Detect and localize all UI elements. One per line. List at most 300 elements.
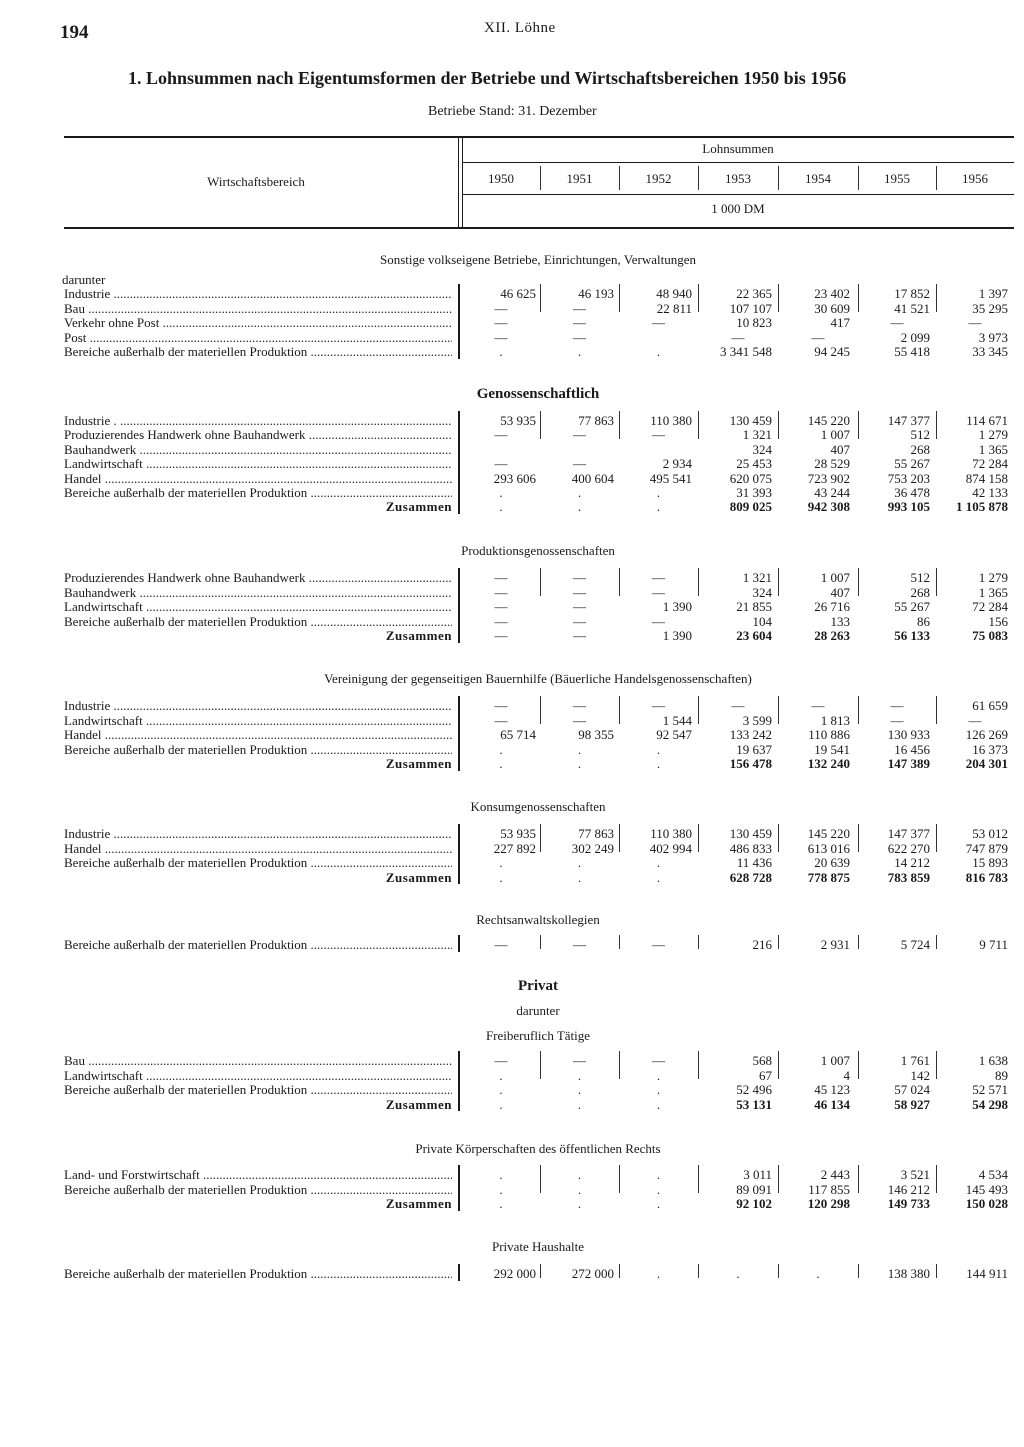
cell-1954: 1 813 [820,712,850,728]
cell-1952: . [656,1082,661,1097]
cell-1952: 48 940 [656,286,692,301]
table-row [64,456,1024,470]
cell-1950: — [494,427,508,443]
cell-1956: 42 133 [972,485,1008,500]
table-row [64,841,1024,855]
cell-1951: . [577,741,582,757]
row-label: Bereiche außerhalb der materiellen Produktion ..... [64,855,452,871]
cell-1951: . [577,869,582,885]
cell-1952: . [656,1167,661,1182]
cell-1955: 2 099 [900,329,930,345]
cell-1953: 92 102 [736,1196,772,1211]
row-label: Industrie ..... [64,826,452,842]
cell-1952: . [656,344,661,359]
table-row [64,485,1024,499]
cell-1955: 146 212 [887,1181,930,1197]
cell-1955: — [890,315,904,330]
cell-1953: 324 [752,441,772,457]
cell-1955: 1 761 [900,1053,930,1068]
cell-1953: 568 [752,1053,772,1068]
cell-1953: 25 453 [736,456,772,472]
cell-1952: — [652,570,665,585]
header-year-1951: 1951 [566,171,593,186]
cell-1955: 138 380 [887,1266,930,1281]
cell-1953: 67 [759,1067,772,1083]
row-label: Landwirtschaft ..... [64,713,452,729]
cell-1950: — [494,937,508,952]
cell-1951: — [573,698,586,713]
cell-1950: . [499,756,503,772]
cell-1950: 292 000 [493,1266,536,1281]
total-label: Zusammen [385,499,452,515]
cell-1951: . [577,855,582,870]
cell-1950: — [494,599,508,615]
cell-1956: 874 158 [965,470,1008,486]
row-label: Industrie ..... [64,698,452,714]
table-row [64,1053,1024,1067]
section-title: Private Körperschaften des öffentlichen Rechts [415,1141,661,1156]
cell-1954: 407 [830,441,850,457]
cell-1954: 778 875 [807,869,850,885]
cell-1954: 132 240 [807,756,850,772]
cell-1950: — [494,584,508,600]
cell-1955: 130 933 [887,727,930,743]
cell-1956: 204 301 [965,756,1008,772]
cell-1956: 89 [995,1067,1008,1083]
table-row [64,315,1024,329]
cell-1953: 21 855 [736,599,772,615]
cell-1951: . [577,756,582,772]
row-label: Landwirtschaft ..... [64,1068,452,1084]
cell-1955: 147 389 [887,756,930,772]
cell-1950: — [494,628,508,644]
table-row [64,585,1024,599]
cell-1952: 92 547 [656,727,692,743]
table-row [64,742,1024,756]
section-title: Rechtsanwaltskollegien [476,912,600,927]
cell-1954: 30 609 [814,300,850,316]
cell-1954: 94 245 [814,344,850,359]
cell-1953: 3 599 [742,712,772,728]
cell-1956: 1 105 878 [956,499,1008,515]
cell-1953: 133 242 [729,727,772,743]
row-label: Bauhandwerk ..... [64,585,452,601]
cell-1952: . [656,1096,661,1112]
cell-1952: . [656,869,661,885]
cell-1952: 110 380 [650,826,692,841]
row-label: Industrie ..... [64,286,452,302]
table-row [64,1182,1024,1196]
cell-1952: 2 934 [662,456,692,472]
cell-1950: . [499,1082,503,1097]
cell-1954: — [811,329,825,345]
row-label: Bauhandwerk ..... [64,442,452,458]
cell-1955: 753 203 [887,470,930,486]
cell-1951: — [573,456,586,472]
table-row [64,344,1024,358]
total-row [64,756,1024,770]
row-label: Post ..... [64,330,452,346]
table-row [64,471,1024,485]
section-title: Private Haushalte [491,1239,585,1254]
table-row [64,1167,1024,1181]
cell-1951: . [577,1181,582,1197]
cell-1951: 77 863 [578,826,614,841]
cell-1950: — [494,712,508,728]
table-row [64,727,1024,741]
cell-1954: 942 308 [807,499,850,515]
section-title: Genossenschaftlich [476,386,600,402]
table-row [64,1266,1024,1280]
cell-1953: 130 459 [729,413,772,428]
cell-1953: 89 091 [736,1181,772,1197]
cell-1955: 16 456 [894,741,930,757]
cell-1951: — [573,1053,586,1068]
cell-1954: . [816,1266,820,1281]
cell-1950: 65 714 [500,727,536,743]
cell-1955: 58 927 [894,1096,930,1112]
cell-1952: . [656,1196,661,1211]
header-divider-main [458,136,459,228]
cell-1956: — [968,315,982,330]
cell-1955: 622 270 [887,840,930,856]
total-row [64,1196,1024,1210]
row-label: Bau ..... [64,1053,452,1069]
cell-1950: — [494,456,508,472]
cell-1956: 52 571 [972,1082,1008,1097]
cell-1953: 19 637 [736,741,772,757]
cell-1951: . [577,1167,582,1182]
cell-1951: 400 604 [571,470,614,486]
cell-1954: 45 123 [814,1082,850,1097]
section-subtitle: Freiberuflich Tätige [485,1028,591,1043]
row-label: Bereiche außerhalb der materiellen Produktion ..... [64,742,452,758]
cell-1952: . [656,1067,661,1083]
row-label: Produzierendes Handwerk ohne Bauhandwerk ..... [64,570,452,586]
cell-1950: — [494,698,508,713]
cell-1950: — [494,613,508,629]
cell-1956: 1 365 [978,584,1008,600]
cell-1951: — [573,329,586,345]
cell-1950: . [499,741,503,757]
cell-1955: — [890,698,904,713]
row-label: Land- und Forstwirtschaft ..... [64,1167,452,1183]
cell-1955: 86 [917,613,930,629]
cell-1953: 11 436 [736,855,772,870]
cell-1956: 4 534 [978,1167,1008,1182]
cell-1953: 107 107 [729,300,772,316]
section-title: Sonstige volkseigene Betriebe, Einrichtungen, Verwaltungen [379,252,697,267]
cell-1954: 120 298 [807,1196,850,1211]
cell-1951: — [573,613,586,629]
cell-1953: 53 131 [736,1096,772,1112]
cell-1950: 46 625 [500,286,536,301]
cell-1952: . [656,741,661,757]
cell-1956: 75 083 [972,628,1008,644]
cell-1956: 144 911 [966,1266,1008,1281]
cell-1953: 22 365 [736,286,772,301]
cell-1954: 46 134 [814,1096,850,1112]
cell-1954: 1 007 [820,570,850,585]
header-rule-2 [462,194,1014,195]
cell-1951: — [573,427,586,443]
cell-1954: 117 855 [808,1181,850,1197]
cell-1950: . [499,499,503,515]
total-label: Zusammen [385,1196,452,1211]
header-rule-1 [462,162,1014,163]
cell-1951: — [573,300,586,316]
cell-1956: 114 671 [966,413,1008,428]
table-title: 1. Lohnsummen nach Eigentumsformen der Betriebe und Wirtschaftsbereichen 1950 bis 1956 [128,68,847,88]
cell-1951: 98 355 [578,727,614,743]
cell-1955: 512 [910,427,930,443]
cell-1952: 402 994 [649,840,692,856]
cell-1955: 14 212 [894,855,930,870]
cell-1950: . [499,1181,503,1197]
header-row-label: Wirtschaftsbereich [207,174,305,189]
cell-1950: . [499,1196,503,1211]
cell-1952: — [652,613,665,629]
cell-1956: 1 279 [978,427,1008,443]
section-title: Produktionsgenossenschaften [461,543,615,558]
total-label: Zusammen [385,628,452,644]
cell-1954: 723 902 [807,470,850,486]
cell-1952: . [656,855,661,870]
cell-1954: 28 263 [814,628,850,644]
row-label: Bereiche außerhalb der materiellen Produktion ..... [64,1182,452,1198]
cell-1953: 3 341 548 [720,344,772,359]
cell-1953: 104 [752,613,772,629]
header-year-1950: 1950 [488,171,514,186]
cell-1955: 3 521 [900,1167,930,1182]
total-label: Zusammen [385,1096,452,1112]
cell-1955: 17 852 [894,286,930,301]
row-label: Industrie . ..... [64,413,452,429]
cell-1953: 23 604 [736,628,772,644]
cell-1955: 57 024 [894,1082,930,1097]
cell-1954: 417 [830,315,850,330]
table-row [64,330,1024,344]
cell-1951: . [577,344,582,359]
cell-1950: — [494,1053,508,1068]
header-year-1952: 1952 [645,171,672,186]
cell-1953: . [736,1266,740,1281]
cell-1952: 495 541 [649,470,692,486]
cell-1956: 72 284 [972,456,1008,472]
cell-1950: . [499,1067,503,1083]
cell-1954: 4 [843,1067,850,1083]
cell-1951: 302 249 [571,840,614,856]
cell-1956: 35 295 [972,300,1008,316]
cell-1952: — [652,427,665,443]
cell-1956: 16 373 [972,741,1008,757]
row-label: Handel ..... [64,727,452,743]
cell-1951: 46 193 [578,286,614,301]
table-row [64,614,1024,628]
cell-1954: 1 007 [820,427,850,443]
cell-1954: 20 639 [814,855,850,870]
cell-1954: 28 529 [814,456,850,472]
cell-1953: 10 823 [736,315,772,330]
row-label: Handel ..... [64,471,452,487]
cell-1955: 41 521 [894,300,930,316]
total-row [64,1097,1024,1111]
cell-1953: 1 321 [742,570,772,585]
table-row [64,698,1024,712]
section-intro: darunter [62,272,106,287]
table-row [64,286,1024,300]
cell-1956: 1 365 [978,441,1008,457]
cell-1951: — [573,628,586,644]
row-label: Landwirtschaft ..... [64,599,452,615]
cell-1952: 1 390 [662,628,692,644]
header-year-1956: 1956 [962,171,988,186]
cell-1951: — [573,315,586,330]
cell-1951: . [577,1096,582,1112]
cell-1950: 53 935 [500,413,536,428]
cell-1952: . [656,499,661,515]
cell-1956: 61 659 [972,698,1008,713]
table-row [64,442,1024,456]
cell-1955: 149 733 [887,1196,930,1211]
cell-1952: 1 544 [662,712,692,728]
cell-1954: 407 [830,584,850,600]
cell-1952: — [652,584,665,600]
cell-1955: 55 267 [894,599,930,615]
header-group-label: Lohnsummen [702,141,774,156]
cell-1953: 156 478 [729,756,772,772]
cell-1954: — [811,698,825,713]
cell-1952: . [656,1266,661,1281]
cell-1953: 31 393 [736,485,772,500]
header-year-1955: 1955 [884,171,910,186]
cell-1952: . [656,1181,661,1197]
row-label: Verkehr ohne Post ..... [64,315,452,331]
cell-1956: 15 893 [972,855,1008,870]
cell-1953: 809 025 [729,499,772,515]
cell-1952: 22 811 [656,300,692,316]
cell-1950: — [494,570,508,585]
cell-1954: 23 402 [814,286,850,301]
cell-1954: 43 244 [814,485,850,500]
cell-1956: 126 269 [965,727,1008,743]
cell-1953: 52 496 [736,1082,772,1097]
cell-1951: 77 863 [578,413,614,428]
cell-1956: 1 397 [978,286,1008,301]
cell-1952: — [652,937,665,952]
cell-1955: 142 [910,1067,930,1083]
cell-1953: — [731,329,745,345]
row-label: Bau ..... [64,301,452,317]
cell-1956: 145 493 [965,1181,1008,1197]
page-number: 194 [60,22,89,43]
cell-1950: 53 935 [500,826,536,841]
cell-1951: — [573,712,586,728]
table-row [64,713,1024,727]
cell-1954: 145 220 [807,413,850,428]
cell-1952: — [652,1053,665,1068]
cell-1950: . [499,485,503,500]
cell-1954: 145 220 [807,826,850,841]
cell-1951: — [573,584,586,600]
cell-1954: 2 931 [820,937,850,952]
cell-1956: 72 284 [972,599,1008,615]
total-row [64,870,1024,884]
cell-1955: 5 724 [900,937,930,952]
cell-1952: 110 380 [650,413,692,428]
cell-1950: — [494,315,508,330]
total-label: Zusammen [385,756,452,772]
cell-1950: . [499,1096,503,1112]
cell-1951: . [577,499,582,515]
chapter-title: XII. Löhne [484,20,556,36]
cell-1951: . [577,1067,582,1083]
table-row [64,1068,1024,1082]
cell-1953: — [731,698,745,713]
table-row [64,427,1024,441]
cell-1954: 110 886 [808,727,850,743]
cell-1955: 268 [910,441,930,457]
table-row [64,937,1024,951]
cell-1952: . [656,756,661,772]
row-label: Bereiche außerhalb der materiellen Produktion ..... [64,1082,452,1098]
cell-1956: 816 783 [965,869,1008,885]
table-row [64,570,1024,584]
row-label: Bereiche außerhalb der materiellen Produktion ..... [64,1266,452,1282]
row-label: Bereiche außerhalb der materiellen Produktion ..... [64,937,452,953]
row-label: Bereiche außerhalb der materiellen Produktion ..... [64,614,452,630]
header-bottom-rule [64,227,1014,229]
cell-1955: 147 377 [887,826,930,841]
cell-1950: . [499,344,503,359]
cell-1955: 993 105 [887,499,930,515]
cell-1952: . [656,485,661,500]
cell-1950: . [499,855,503,870]
cell-1950: . [499,1167,503,1182]
header-year-1953: 1953 [725,171,751,186]
cell-1950: . [499,869,503,885]
header-year-1954: 1954 [805,171,831,186]
cell-1956: 1 638 [978,1053,1008,1068]
header-top-rule [64,136,1014,138]
table-subtitle: Betriebe Stand: 31. Dezember [428,104,597,119]
cell-1955: 56 133 [894,628,930,644]
cell-1955: 55 418 [894,344,930,359]
cell-1953: 216 [752,937,772,952]
total-row [64,499,1024,513]
cell-1950: 227 892 [493,840,536,856]
cell-1954: 19 541 [814,741,850,757]
cell-1956: 156 [988,613,1008,629]
cell-1950: — [494,300,508,316]
section-title: Konsumgenossenschaften [470,799,606,814]
cell-1951: — [573,570,586,585]
cell-1952: — [652,315,665,330]
cell-1951: . [577,485,582,500]
cell-1953: 324 [752,584,772,600]
table-row [64,1082,1024,1096]
cell-1954: 613 016 [807,840,850,856]
cell-1951: — [573,937,586,952]
cell-1955: — [890,712,904,728]
table-row [64,301,1024,315]
section-intro: darunter [516,1003,560,1018]
cell-1956: — [968,712,982,728]
header-unit: 1 000 DM [711,201,765,216]
cell-1956: 9 711 [979,937,1008,952]
cell-1956: 1 279 [978,570,1008,585]
cell-1955: 783 859 [887,869,930,885]
